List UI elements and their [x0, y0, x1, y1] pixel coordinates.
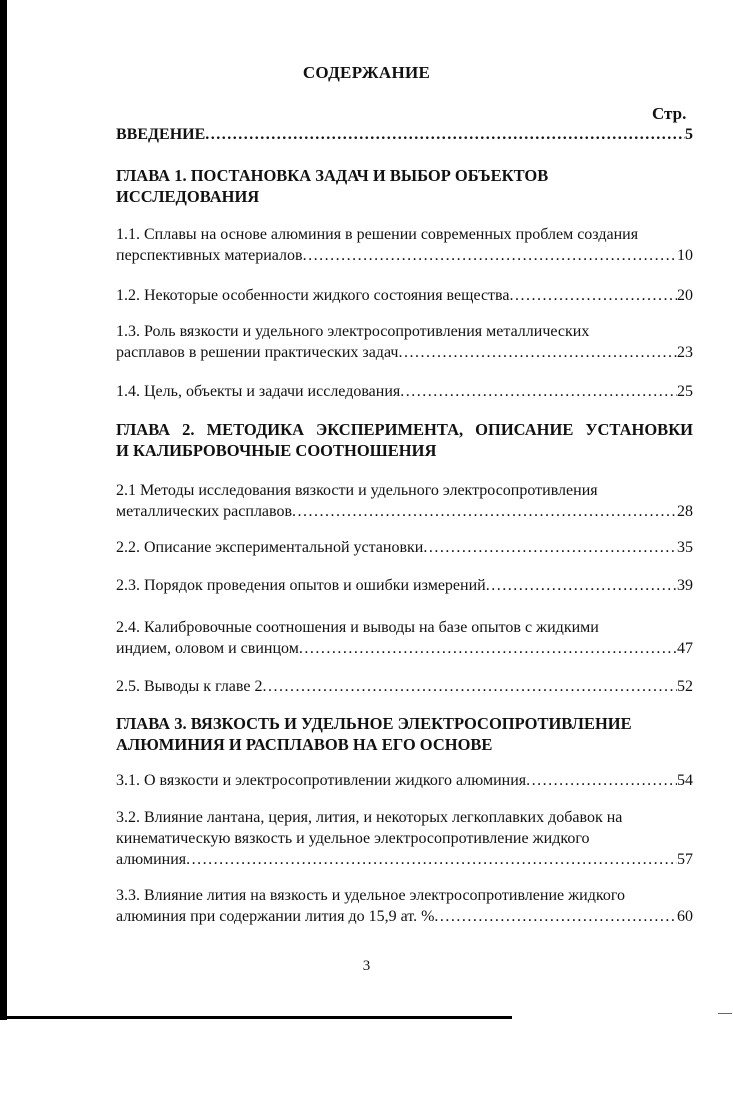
toc-entry-2-1[interactable] [116, 480, 693, 522]
chapter-title-line: АЛЮМИНИЯ И РАСПЛАВОВ НА ЕГО ОСНОВЕ [116, 735, 493, 754]
toc-entry-title: 2.2. Описание экспериментальной установки [116, 539, 424, 556]
toc-entry-title: 1.2. Некоторые особенности жидкого состояния вещества [116, 287, 510, 304]
leader-dots [292, 501, 677, 522]
chapter-title-line: И КАЛИБРОВОЧНЫЕ СООТНОШЕНИЯ [116, 441, 437, 460]
toc-entry-3-2[interactable] [116, 807, 693, 870]
toc-entry-page: 23 [677, 344, 693, 361]
toc-entry-page: 39 [677, 577, 693, 594]
leader-dots [509, 285, 677, 306]
toc-entry-title: расплавов в решении практических задач [116, 344, 399, 361]
toc-entry-title: 3.1. О вязкости и электросопротивлении жидкого алюминия [116, 772, 527, 789]
toc-entry-intro[interactable] [116, 124, 693, 145]
toc-entry-page: 54 [677, 772, 693, 789]
page-title: СОДЕРЖАНИЕ [302, 63, 431, 82]
toc-entry-page: 47 [677, 640, 693, 657]
toc-entry-page: 57 [677, 851, 693, 868]
toc-entry-title: ВВЕДЕНИЕ [116, 126, 206, 143]
toc-entry-title: алюминия при содержании лития до 15,9 ат. % [116, 908, 435, 925]
leader-dots [303, 245, 677, 266]
leader-dots [205, 124, 685, 145]
toc-entry-text: кинематическую вязкость и удельное электросопротивление жидкого [116, 830, 590, 847]
toc-entry-title: 1.4. Цель, объекты и задачи исследования [116, 383, 401, 400]
leader-dots [486, 575, 677, 596]
page-number: 3 [362, 958, 371, 974]
leader-dots [186, 849, 677, 870]
toc-entry-title: 2.3. Порядок проведения опытов и ошибки измерений [116, 577, 486, 594]
toc-entry-2-5[interactable] [116, 676, 693, 697]
toc-entry-3-1[interactable] [116, 770, 693, 791]
leader-dots [398, 342, 677, 363]
toc-entry-page: 10 [677, 247, 693, 264]
toc-entry-page: 60 [677, 908, 693, 925]
toc-entry-title: алюминия [116, 851, 187, 868]
toc-entry-2-3[interactable] [116, 575, 693, 596]
chapter-2-heading[interactable] [116, 419, 693, 461]
toc-entry-page: 28 [677, 503, 693, 520]
toc-entry-page: 25 [677, 383, 693, 400]
scan-left-border [0, 0, 7, 1020]
page-column-label: Стр. [652, 104, 687, 123]
toc-entry-text: 2.1 Методы исследования вязкости и удельного электросопротивления [116, 482, 598, 499]
toc-entry-page: 5 [685, 126, 693, 143]
toc-entry-page: 20 [677, 287, 693, 304]
toc-entry-3-3[interactable] [116, 885, 693, 927]
toc-entry-1-2[interactable] [116, 285, 693, 306]
toc-entry-title: 2.5. Выводы к главе 2 [116, 678, 263, 695]
chapter-title-line: ГЛАВА 3. ВЯЗКОСТЬ И УДЕЛЬНОЕ ЭЛЕКТРОСОПРОТИВЛЕНИЕ [116, 714, 632, 733]
toc-entry-1-4[interactable] [116, 381, 693, 402]
toc-entry-page: 52 [677, 678, 693, 695]
chapter-3-heading[interactable] [116, 713, 693, 755]
leader-dots [262, 676, 677, 697]
toc-entry-title: перспективных материалов [116, 247, 303, 264]
leader-dots [526, 770, 677, 791]
toc-entry-1-3[interactable] [116, 321, 693, 363]
scan-right-mark [718, 1013, 732, 1014]
scan-bottom-edge [0, 1016, 512, 1019]
leader-dots [423, 537, 677, 558]
toc-entry-title: металлических расплавов [116, 503, 293, 520]
toc-entry-text: 2.4. Калибровочные соотношения и выводы на базе опытов с жидкими [116, 619, 599, 636]
leader-dots [434, 906, 677, 927]
chapter-title-line: ГЛАВА 1. ПОСТАНОВКА ЗАДАЧ И ВЫБОР ОБЪЕКТОВ [116, 166, 549, 185]
toc-entry-page: 35 [677, 539, 693, 556]
toc-entry-text: 3.2. Влияние лантана, церия, лития, и некоторых легкоплавких добавок на [116, 809, 623, 826]
leader-dots [299, 638, 677, 659]
chapter-title-line: ГЛАВА 2. МЕТОДИКА ЭКСПЕРИМЕНТА, ОПИСАНИЕ УСТАНОВКИ [116, 420, 693, 439]
toc-entry-2-4[interactable] [116, 617, 693, 659]
toc-entry-2-2[interactable] [116, 537, 693, 558]
toc-entry-text: 3.3. Влияние лития на вязкость и удельное электросопротивление жидкого [116, 887, 625, 904]
toc-entry-text: 1.3. Роль вязкости и удельного электросопротивления металлических [116, 323, 590, 340]
chapter-title-line: ИССЛЕДОВАНИЯ [116, 187, 260, 206]
chapter-1-heading[interactable] [116, 165, 693, 207]
toc-entry-text: 1.1. Сплавы на основе алюминия в решении современных проблем создания [116, 226, 639, 243]
toc-entry-title: индием, оловом и свинцом [116, 640, 299, 657]
toc-entry-1-1[interactable] [116, 224, 693, 266]
leader-dots [400, 381, 677, 402]
